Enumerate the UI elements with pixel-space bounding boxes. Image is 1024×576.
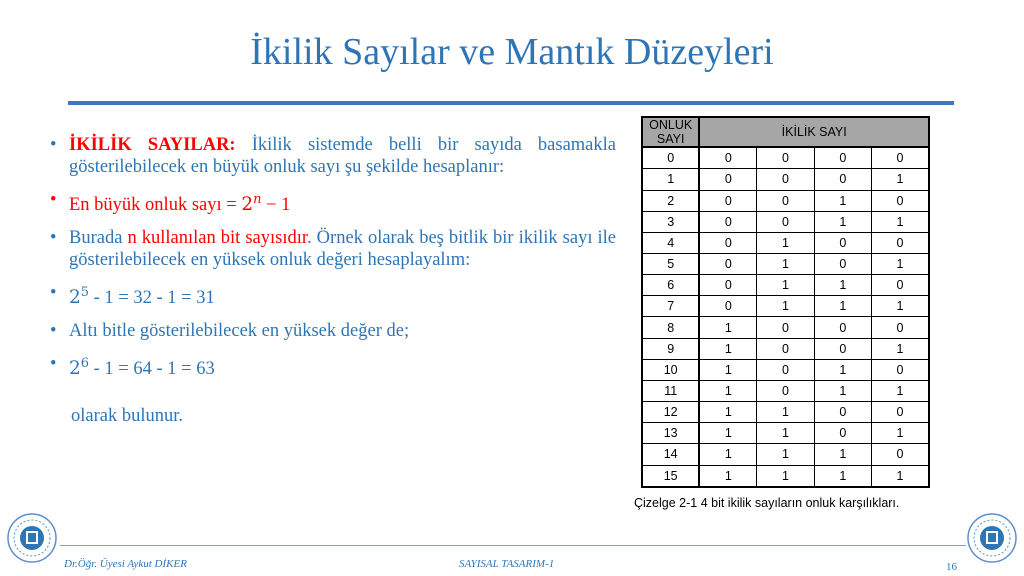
table-row	[642, 253, 929, 274]
bullet-text: Altı bitle gösterilebilecek en yüksek değer de;	[69, 321, 410, 342]
bit-cell: 1	[757, 253, 814, 274]
table-row	[642, 232, 929, 253]
bullet-item	[50, 134, 616, 178]
page-number: 16	[946, 561, 957, 573]
header-binary: İKİLİK SAYI	[699, 117, 929, 147]
bit-cell: 1	[872, 211, 929, 232]
bit-cell: 0	[872, 359, 929, 380]
footer-course: SAYISAL TASARIM-1	[459, 558, 555, 570]
bit-cell: 1	[699, 338, 756, 359]
table-row	[642, 402, 929, 423]
bit-cell: 1	[814, 296, 871, 317]
bit-cell: 1	[872, 423, 929, 444]
math-exponent: 6	[80, 356, 90, 372]
decimal-cell: 10	[642, 359, 699, 380]
bit-cell: 0	[872, 402, 929, 423]
header-decimal: ONLUK SAYI	[642, 117, 699, 147]
decimal-cell: 14	[642, 444, 699, 465]
bullet-list	[50, 134, 616, 391]
bit-cell: 0	[872, 275, 929, 296]
bit-cell: 0	[757, 317, 814, 338]
table-row	[642, 338, 929, 359]
math-suffix: − 1	[261, 195, 291, 216]
math-base: 2	[69, 358, 81, 380]
bit-cell: 0	[814, 169, 871, 190]
bullet-item	[50, 227, 616, 271]
decimal-cell: 13	[642, 423, 699, 444]
bit-cell: 1	[699, 444, 756, 465]
bit-cell: 1	[757, 444, 814, 465]
decimal-cell: 9	[642, 338, 699, 359]
decimal-cell: 3	[642, 211, 699, 232]
bullet-text: En büyük onluk sayı =	[69, 195, 242, 216]
table-row	[642, 444, 929, 465]
bit-cell: 0	[699, 232, 756, 253]
decimal-cell: 0	[642, 147, 699, 169]
table-row	[642, 380, 929, 401]
bit-cell: 1	[814, 190, 871, 211]
table-row	[642, 317, 929, 338]
bullet-item	[50, 353, 616, 380]
bit-cell: 0	[757, 211, 814, 232]
bit-cell: 0	[757, 147, 814, 169]
bullet-item	[50, 282, 616, 309]
table-row	[642, 275, 929, 296]
bit-cell: 0	[699, 253, 756, 274]
bit-cell: 0	[872, 444, 929, 465]
bit-cell: 1	[872, 380, 929, 401]
table-row	[642, 147, 929, 169]
decimal-cell: 7	[642, 296, 699, 317]
bit-cell: 1	[699, 423, 756, 444]
bit-cell: 1	[757, 402, 814, 423]
math-exponent: n	[253, 192, 262, 207]
table-row	[642, 359, 929, 380]
math-base: 2	[69, 287, 81, 309]
bit-cell: 0	[699, 147, 756, 169]
table-body	[642, 147, 929, 487]
bit-cell: 1	[699, 465, 756, 487]
title-divider	[68, 101, 954, 105]
bit-cell: 1	[814, 465, 871, 487]
bit-cell: 1	[699, 380, 756, 401]
bit-cell: 1	[757, 296, 814, 317]
table-row	[642, 465, 929, 487]
bit-cell: 1	[757, 465, 814, 487]
bit-cell: 0	[699, 296, 756, 317]
bit-cell: 1	[872, 253, 929, 274]
math-base: 2	[241, 194, 254, 216]
bullet-highlight: n kullanılan bit sayısıdır	[127, 228, 308, 249]
bit-cell: 0	[872, 317, 929, 338]
bit-cell: 1	[699, 402, 756, 423]
table-row	[642, 169, 929, 190]
bit-cell: 0	[872, 232, 929, 253]
footer-divider	[60, 545, 966, 546]
bit-cell: 1	[757, 275, 814, 296]
decimal-cell: 6	[642, 275, 699, 296]
bit-cell: 0	[699, 169, 756, 190]
decimal-cell: 1	[642, 169, 699, 190]
bullet-text: İkilik sistemde belli bir sayıda basamakla gösterilebilecek en büyük onluk sayı şu şekilde hesaplanır:	[69, 135, 616, 177]
bit-cell: 1	[699, 359, 756, 380]
bit-cell: 0	[814, 317, 871, 338]
bit-cell: 1	[814, 275, 871, 296]
bit-cell: 1	[872, 296, 929, 317]
table-row	[642, 296, 929, 317]
table-row	[642, 211, 929, 232]
bit-cell: 0	[757, 380, 814, 401]
decimal-cell: 15	[642, 465, 699, 487]
bit-cell: 1	[757, 232, 814, 253]
bit-cell: 0	[814, 423, 871, 444]
bit-cell: 0	[699, 275, 756, 296]
footer-author: Dr.Öğr. Üyesi Aykut DİKER	[64, 558, 187, 570]
binary-table	[641, 116, 930, 488]
bit-cell: 1	[814, 444, 871, 465]
bit-cell: 0	[757, 338, 814, 359]
bit-cell: 1	[814, 380, 871, 401]
bit-cell: 0	[814, 147, 871, 169]
bit-cell: 1	[757, 423, 814, 444]
bullet-item	[50, 189, 616, 216]
university-logo-left	[6, 512, 58, 564]
bullet-heading: İKİLİK SAYILAR:	[69, 135, 236, 155]
bit-cell: 0	[872, 147, 929, 169]
trailing-text: olarak bulunur.	[71, 406, 184, 426]
bit-cell: 1	[814, 359, 871, 380]
bit-cell: 0	[814, 253, 871, 274]
decimal-cell: 12	[642, 402, 699, 423]
bit-cell: 0	[757, 169, 814, 190]
bullet-text: Burada	[69, 228, 128, 249]
decimal-cell: 8	[642, 317, 699, 338]
bit-cell: 0	[757, 190, 814, 211]
bit-cell: 1	[872, 169, 929, 190]
bit-cell: 0	[814, 338, 871, 359]
bit-cell: 0	[699, 211, 756, 232]
bit-cell: 0	[699, 190, 756, 211]
decimal-cell: 11	[642, 380, 699, 401]
slide-title: İkilik Sayılar ve Mantık Düzeyleri	[250, 31, 774, 73]
decimal-cell: 4	[642, 232, 699, 253]
bullet-text: . Örnek olarak beş bitlik bir ikilik sayı ile gösterilebilecek en yüksek onluk değeri hesaplayalım:	[69, 228, 616, 271]
bit-cell: 1	[872, 465, 929, 487]
table-header-row	[642, 117, 929, 147]
table-caption: Çizelge 2-1 4 bit ikilik sayıların onluk karşılıkları.	[634, 496, 900, 510]
decimal-cell: 2	[642, 190, 699, 211]
university-logo-right	[966, 512, 1018, 564]
bullet-text: - 1 = 32 - 1 = 31	[89, 288, 215, 309]
math-exponent: 5	[80, 285, 90, 301]
bullet-item	[50, 320, 616, 342]
bit-cell: 0	[814, 232, 871, 253]
table-row	[642, 423, 929, 444]
decimal-cell: 5	[642, 253, 699, 274]
bit-cell: 1	[814, 211, 871, 232]
bit-cell: 0	[757, 359, 814, 380]
bit-cell: 0	[814, 402, 871, 423]
bullet-text: - 1 = 64 - 1 = 63	[89, 359, 215, 380]
bit-cell: 0	[872, 190, 929, 211]
table-row	[642, 190, 929, 211]
bit-cell: 1	[872, 338, 929, 359]
bit-cell: 1	[699, 317, 756, 338]
